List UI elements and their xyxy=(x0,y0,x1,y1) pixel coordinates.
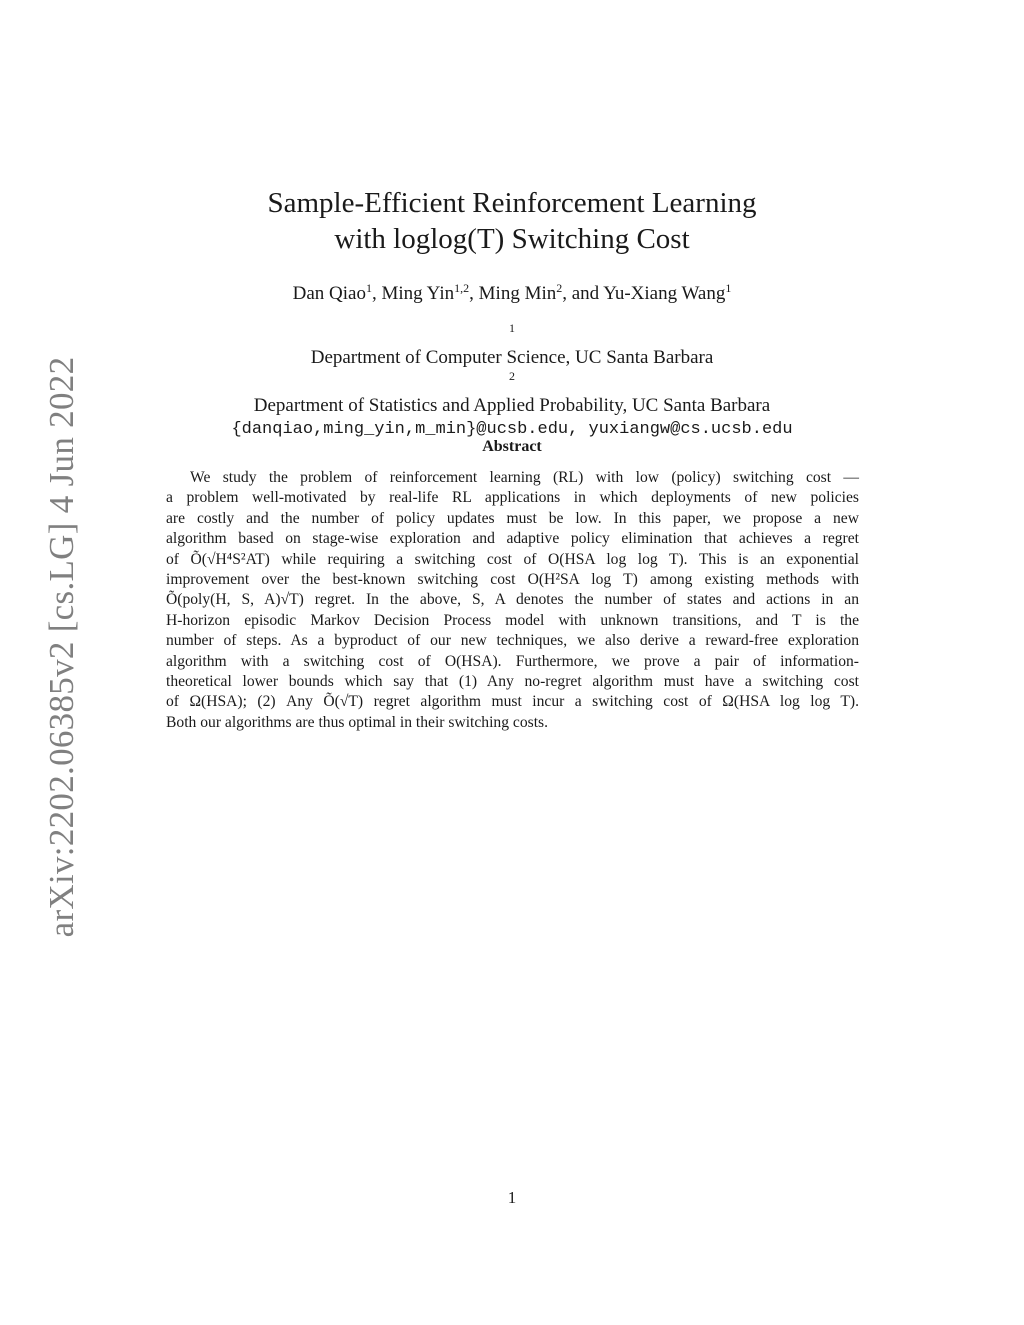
affiliation-2 xyxy=(0,370,1024,418)
abstract-line: H-horizon episodic Markov Decision Process model with unknown transitions, and T is the xyxy=(166,611,859,629)
affiliation-1-marker: 1 xyxy=(509,321,515,335)
abstract-line: theoretical lower bounds which say that (1) Any no-regret algorithm must have a switching cost xyxy=(166,672,859,690)
page-number: 1 xyxy=(507,1188,517,1207)
affiliation-1 xyxy=(0,322,1024,370)
abstract-line: We study the problem of reinforcement learning (RL) with low (policy) switching cost — xyxy=(190,469,859,486)
affiliation-1-text: Department of Computer Science, UC Santa Barbara xyxy=(310,347,714,368)
affiliation-2-text: Department of Statistics and Applied Probability, UC Santa Barbara xyxy=(253,395,771,416)
title-line-1: Sample-Efficient Reinforcement Learning xyxy=(267,187,757,219)
title-line-2: with loglog(T) Switching Cost xyxy=(334,223,690,255)
author-1-affil: 1 xyxy=(365,281,372,295)
author-4: , and Yu-Xiang Wang xyxy=(562,283,726,304)
author-list xyxy=(0,282,1024,306)
abstract-heading: Abstract xyxy=(482,438,542,455)
abstract-line: are costly and the number of policy updates must be low. In this paper, we propose a new xyxy=(166,509,859,527)
arxiv-stamp: arXiv:2202.06385v2 [cs.LG] 4 Jun 2022 xyxy=(42,356,81,938)
abstract-line: number of steps. As a byproduct of our new techniques, we also derive a reward-free exploration xyxy=(166,632,859,650)
abstract-line: of Õ(√H⁴S²AT) while requiring a switching cost of O(HSA log log T). This is an exponential xyxy=(166,550,859,568)
abstract-line: a problem well-motivated by real-life RL applications in which deployments of new policies xyxy=(166,489,859,507)
affiliation-2-marker: 2 xyxy=(509,369,515,383)
author-3: , Ming Min xyxy=(469,283,557,304)
abstract-line: algorithm based on stage-wise exploration and adaptive policy elimination that achieves a regret xyxy=(166,530,859,548)
abstract-body xyxy=(166,468,859,733)
abstract-line: Both our algorithms are thus optimal in their switching costs. xyxy=(166,713,549,731)
author-emails[interactable]: {danqiao,ming_yin,m_min}@ucsb.edu, yuxiangw@cs.ucsb.edu xyxy=(231,420,793,439)
abstract-line: algorithm with a switching cost of O(HSA). Furthermore, we prove a pair of information- xyxy=(166,652,859,670)
paper-title xyxy=(0,185,1024,257)
author-4-affil: 1 xyxy=(725,281,732,295)
abstract-line: improvement over the best-known switching cost O(H²SA log T) among existing methods with xyxy=(166,570,859,588)
affiliations xyxy=(0,322,1024,442)
abstract-line: Õ(poly(H, S, A)√T) regret. In the above, S, A denotes the number of states and actions in an xyxy=(166,591,859,609)
author-2-affil: 1,2 xyxy=(454,281,470,295)
author-2: , Ming Yin xyxy=(371,283,455,304)
abstract-line: of Ω(HSA); (2) Any Õ(√T) regret algorithm must incur a switching cost of Ω(HSA log log T). xyxy=(166,693,859,711)
author-1: Dan Qiao xyxy=(292,283,366,304)
author-3-affil: 2 xyxy=(556,281,563,295)
